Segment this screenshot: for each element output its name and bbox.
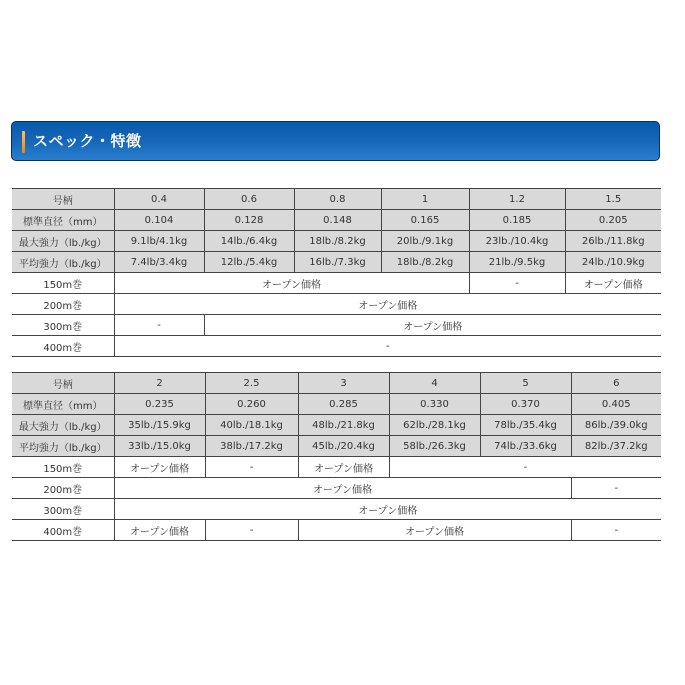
price-cell: - [114, 315, 204, 336]
row-label: 200m巻 [12, 478, 114, 499]
cell: 78lb./35.4kg [480, 415, 571, 436]
cell: 0.8 [294, 189, 381, 210]
cell: 2 [114, 373, 205, 394]
price-cell: オープン価格 [204, 315, 661, 336]
cell: 18lb./8.2kg [381, 252, 469, 273]
cell: 2.5 [205, 373, 298, 394]
price-cell: オープン価格 [298, 520, 571, 541]
section-title: スペック・特徴 [33, 132, 142, 150]
price-cell: オープン価格 [114, 273, 469, 294]
row-label: 300m巻 [12, 315, 114, 336]
price-cell: - [571, 520, 661, 541]
cell: 0.330 [389, 394, 480, 415]
row-diameter [12, 394, 661, 415]
price-cell: - [389, 457, 661, 478]
cell: 86lb./39.0kg [571, 415, 661, 436]
price-cell: オープン価格 [114, 478, 571, 499]
cell: 0.128 [204, 210, 294, 231]
section-header-spec [11, 121, 660, 161]
price-cell: オープン価格 [114, 499, 661, 520]
cell: 20lb./9.1kg [381, 231, 469, 252]
cell: 0.185 [469, 210, 565, 231]
cell: 74lb./33.6kg [480, 436, 571, 457]
cell: 16lb./7.3kg [294, 252, 381, 273]
row-avg-strength [12, 436, 661, 457]
cell: 62lb./28.1kg [389, 415, 480, 436]
cell: 0.260 [205, 394, 298, 415]
cell: 0.6 [204, 189, 294, 210]
row-label: 400m巻 [12, 520, 114, 541]
cell: 0.148 [294, 210, 381, 231]
row-label: 400m巻 [12, 336, 114, 357]
row-label: 150m巻 [12, 273, 114, 294]
price-cell: オープン価格 [114, 520, 205, 541]
price-cell: - [571, 478, 661, 499]
cell: 40lb./18.1kg [205, 415, 298, 436]
cell: 0.235 [114, 394, 205, 415]
cell: 14lb./6.4kg [204, 231, 294, 252]
cell: 1.5 [565, 189, 661, 210]
price-cell: - [469, 273, 565, 294]
cell: 18lb./8.2kg [294, 231, 381, 252]
cell: 58lb./26.3kg [389, 436, 480, 457]
cell: 9.1lb/4.1kg [114, 231, 204, 252]
price-cell: オープン価格 [298, 457, 389, 478]
row-200m [12, 294, 661, 315]
cell: 45lb./20.4kg [298, 436, 389, 457]
price-cell: - [205, 457, 298, 478]
row-label: 300m巻 [12, 499, 114, 520]
price-cell: オープン価格 [114, 294, 661, 315]
row-label: 200m巻 [12, 294, 114, 315]
row-avg-strength [12, 252, 661, 273]
cell: 48lb./21.8kg [298, 415, 389, 436]
cell: 0.205 [565, 210, 661, 231]
row-label: 最大強力（lb./kg） [12, 231, 114, 252]
row-300m [12, 315, 661, 336]
row-label: 号柄 [12, 189, 114, 210]
row-label: 平均強力（lb./kg） [12, 252, 114, 273]
spec-table-2 [12, 372, 661, 541]
cell: 33lb./15.0kg [114, 436, 205, 457]
cell: 1 [381, 189, 469, 210]
price-cell: - [114, 336, 661, 357]
cell: 0.405 [571, 394, 661, 415]
cell: 12lb./5.4kg [204, 252, 294, 273]
price-cell: オープン価格 [565, 273, 661, 294]
spec-table-1 [12, 188, 661, 357]
row-max-strength [12, 415, 661, 436]
row-label: 号柄 [12, 373, 114, 394]
cell: 0.285 [298, 394, 389, 415]
cell: 4 [389, 373, 480, 394]
cell: 6 [571, 373, 661, 394]
cell: 0.104 [114, 210, 204, 231]
accent-bar-icon [22, 131, 25, 153]
cell: 38lb./17.2kg [205, 436, 298, 457]
price-cell: オープン価格 [114, 457, 205, 478]
cell: 26lb./11.8kg [565, 231, 661, 252]
row-label: 平均強力（lb./kg） [12, 436, 114, 457]
cell: 0.165 [381, 210, 469, 231]
cell: 35lb./15.9kg [114, 415, 205, 436]
row-150m [12, 457, 661, 478]
row-label: 最大強力（lb./kg） [12, 415, 114, 436]
cell: 0.4 [114, 189, 204, 210]
cell: 23lb./10.4kg [469, 231, 565, 252]
row-150m [12, 273, 661, 294]
row-300m [12, 499, 661, 520]
row-400m [12, 520, 661, 541]
cell: 3 [298, 373, 389, 394]
cell: 1.2 [469, 189, 565, 210]
cell: 82lb./37.2kg [571, 436, 661, 457]
row-max-strength [12, 231, 661, 252]
cell: 5 [480, 373, 571, 394]
row-200m [12, 478, 661, 499]
cell: 7.4lb/3.4kg [114, 252, 204, 273]
row-diameter [12, 210, 661, 231]
row-400m [12, 336, 661, 357]
cell: 0.370 [480, 394, 571, 415]
cell: 21lb./9.5kg [469, 252, 565, 273]
row-gocho [12, 373, 661, 394]
row-label: 標準直径（mm） [12, 210, 114, 231]
row-label: 標準直径（mm） [12, 394, 114, 415]
row-gocho [12, 189, 661, 210]
cell: 24lb./10.9kg [565, 252, 661, 273]
row-label: 150m巻 [12, 457, 114, 478]
price-cell: - [205, 520, 298, 541]
